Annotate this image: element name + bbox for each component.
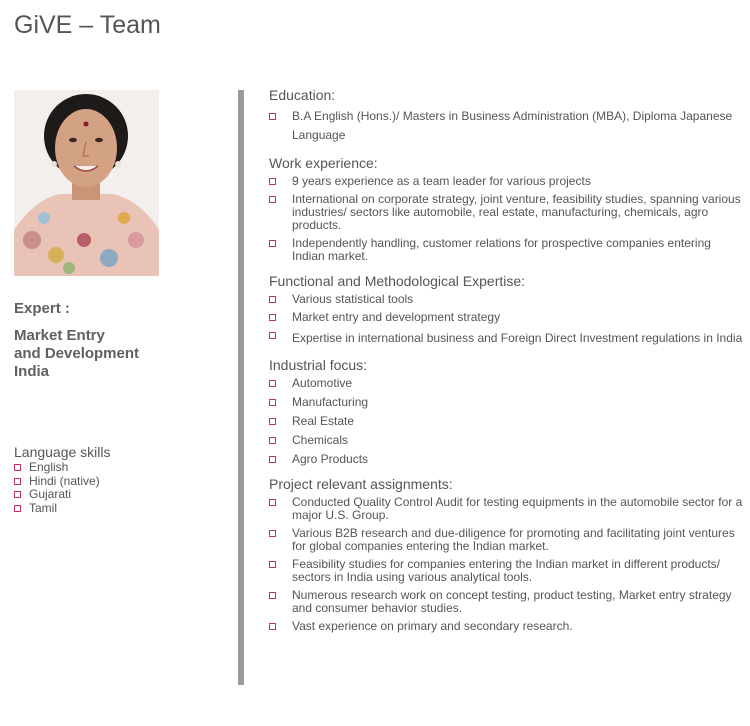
list-item-text: B.A English (Hons.)/ Masters in Business Administration (MBA), Diploma Japanese Language (292, 109, 733, 142)
list-item (269, 396, 744, 409)
industrial-focus-section (269, 357, 744, 466)
language-text: Tamil (29, 500, 58, 515)
list-item-text: International on corporate strategy, joint venture, feasibility studies, spanning various industries/ sectors like automobile, real estate, manufacturing, chemicals, agro products. (292, 192, 741, 232)
bullet-square-icon (269, 561, 276, 568)
functional-list (269, 293, 744, 347)
list-item-text: Manufacturing (292, 395, 369, 409)
list-item (269, 193, 744, 232)
list-item (269, 175, 744, 188)
list-item-text: Conducted Quality Control Audit for testing equipments in the automobile sector for a major U.S. Group. (292, 495, 743, 522)
bullet-square-icon (269, 113, 276, 120)
language-skills (14, 444, 214, 515)
list-item-text: Various statistical tools (292, 292, 414, 306)
list-item-text: Numerous research work on concept testing, product testing, Market entry strategy and consumer behavior studies. (292, 588, 732, 615)
list-item-text: Automotive (292, 376, 353, 390)
language-item (14, 475, 214, 489)
profile-photo (14, 90, 159, 276)
profile-photo-image (14, 90, 159, 276)
bullet-square-icon (269, 196, 276, 203)
language-item (14, 488, 214, 502)
language-list (14, 461, 214, 515)
language-skills-heading: Language skills (14, 444, 111, 460)
language-item (14, 461, 214, 475)
section-heading: Functional and Methodological Expertise: (269, 273, 526, 289)
language-item (14, 502, 214, 516)
list-item (269, 293, 744, 306)
list-item (269, 329, 744, 347)
list-item-text: Chemicals (292, 433, 349, 447)
bullet-square-icon (269, 530, 276, 537)
list-item-text: Real Estate (292, 414, 355, 428)
bullet-square-icon (14, 478, 21, 485)
list-item-text: Various B2B research and due-diligence for promoting and facilitating joint ventures for global companies entering the Indian market. (292, 526, 735, 553)
list-item (269, 237, 744, 263)
bullet-square-icon (269, 418, 276, 425)
bullet-square-icon (14, 491, 21, 498)
section-heading: Work experience: (269, 155, 378, 171)
bullet-square-icon (14, 464, 21, 471)
section-heading: Project relevant assignments: (269, 476, 453, 492)
assignments-list (269, 496, 744, 633)
list-item (269, 415, 744, 428)
work-experience-section (269, 155, 744, 263)
list-item-text: Market entry and development strategy (292, 310, 501, 324)
language-text: English (29, 460, 69, 474)
list-item (269, 107, 744, 145)
bullet-square-icon (269, 456, 276, 463)
list-item-text: Feasibility studies for companies entering the Indian market in different products/ sectors in India using various analytical tools. (292, 557, 721, 584)
language-text: Gujarati (29, 487, 72, 501)
list-item (269, 453, 744, 466)
bullet-square-icon (269, 499, 276, 506)
bullet-square-icon (269, 240, 276, 247)
expert-role-line: Market Entry (14, 327, 105, 344)
expert-label: Expert : (14, 300, 70, 317)
list-item (269, 377, 744, 390)
bullet-square-icon (269, 399, 276, 406)
work-list (269, 175, 744, 263)
expert-role (14, 327, 214, 381)
language-text: Hindi (native) (29, 473, 100, 488)
bullet-square-icon (269, 332, 276, 339)
bullet-square-icon (269, 437, 276, 444)
education-section (269, 87, 744, 145)
education-list (269, 107, 744, 145)
expert-role-line: India (14, 363, 50, 380)
details-column (269, 87, 744, 643)
bullet-square-icon (269, 178, 276, 185)
bullet-square-icon (269, 623, 276, 630)
assignments-section (269, 476, 744, 633)
section-heading: Industrial focus: (269, 357, 368, 373)
vertical-divider (238, 90, 244, 685)
functional-expertise-section (269, 273, 744, 347)
list-item (269, 527, 744, 553)
list-item (269, 589, 744, 615)
industrial-list (269, 377, 744, 466)
bullet-square-icon (269, 380, 276, 387)
list-item (269, 496, 744, 522)
list-item (269, 311, 744, 324)
list-item (269, 620, 744, 633)
list-item-text: Expertise in international business and Foreign Direct Investment regulations in India (292, 331, 743, 345)
page-title: GiVE – Team (14, 11, 161, 39)
expert-block (14, 300, 214, 381)
list-item-text: Vast experience on primary and secondary research. (292, 619, 573, 633)
expert-role-line: and Development (14, 345, 140, 362)
section-heading: Education: (269, 87, 336, 103)
bullet-square-icon (269, 314, 276, 321)
bullet-square-icon (269, 296, 276, 303)
bullet-square-icon (269, 592, 276, 599)
list-item-text: Agro Products (292, 452, 369, 466)
list-item (269, 558, 744, 584)
bullet-square-icon (14, 505, 21, 512)
list-item-text: 9 years experience as a team leader for various projects (292, 174, 591, 188)
list-item-text: Independently handling, customer relations for prospective companies entering Indian market. (292, 236, 711, 263)
list-item (269, 434, 744, 447)
